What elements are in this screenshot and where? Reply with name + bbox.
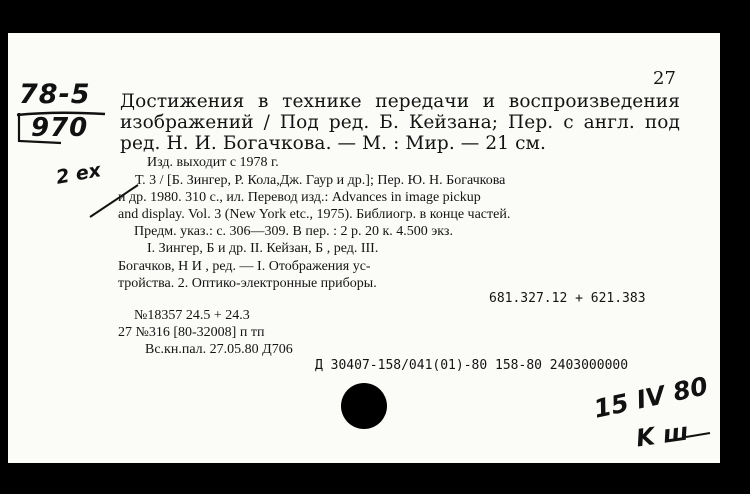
page-number: 27 [653, 68, 676, 89]
handwritten-dash [684, 429, 714, 443]
catalog-card [8, 33, 720, 463]
call-mark [15, 79, 115, 149]
handwritten-volume-mark: 2 ex [54, 159, 103, 189]
punch-hole [341, 383, 387, 429]
description-line-4: Предм. указ.: с. 306—309. В пер. : 2 р. 20 к. 4.500 экз. [134, 224, 453, 239]
call-mark-bottom: 970 [31, 113, 89, 143]
handwritten-note-line-1: 15 IV 80 [591, 371, 711, 424]
inventory-line-1: №18357 24.5 + 24.3 [134, 308, 250, 323]
index-line-1: I. Зингер, Б и др. II. Кейзан, Б , ред. III. [147, 241, 379, 256]
title-block: Достижения в технике передачи и воспроизведения изображений / Под ред. Б. Кейзана; Пер. с англ. под ред. Н. И. Богачкова. — М. : Мир. — 21 см. [120, 91, 680, 154]
call-mark-top: 78-5 [19, 79, 91, 110]
index-line-2: Богачков, Н И , ред. — I. Отображения ус- [118, 259, 371, 274]
inventory-line-2: 27 №316 [80-32008] п тп [118, 325, 265, 340]
inventory-line-3: Вс.кн.пал. 27.05.80 Д706 [145, 342, 293, 357]
series-note: Изд. выходит с 1978 г. [147, 155, 279, 170]
call-mark-box [15, 109, 65, 149]
description-line-2: и др. 1980. 310 с., ил. Перевод изд.: Advances in image pickup [118, 190, 481, 205]
catalog-code: Д 30407-158/041(01)-80 158-80 2403000000 [315, 358, 629, 373]
description-line-3: and display. Vol. 3 (New York etc., 1975). Библиогр. в конце частей. [118, 207, 511, 222]
handwritten-note-line-2: K ш [634, 417, 691, 453]
description-line-1: Т. 3 / [Б. Зингер, Р. Кола,Дж. Гаур и др.]; Пер. Ю. Н. Богачкова [135, 173, 506, 188]
index-line-3: тройства. 2. Оптико-электронные приборы. [118, 276, 377, 291]
classification-code: 681.327.12 + 621.383 [489, 291, 646, 306]
